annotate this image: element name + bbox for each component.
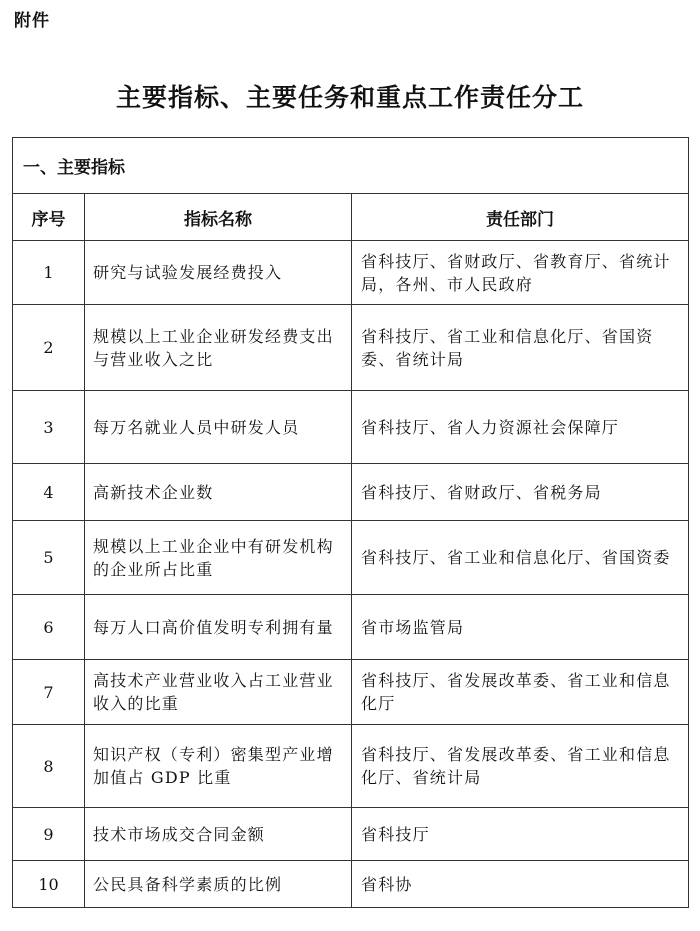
table-row — [13, 521, 689, 595]
table-row — [13, 305, 689, 391]
header-department: 责任部门 — [352, 194, 689, 241]
row-department: 省科技厅、省发展改革委、省工业和信息化厅 — [352, 660, 689, 725]
row-index: 2 — [13, 305, 85, 391]
table-row — [13, 808, 689, 861]
header-index: 序号 — [13, 194, 85, 241]
row-department: 省科技厅、省工业和信息化厅、省国资委 — [352, 521, 689, 595]
table-row — [13, 595, 689, 660]
row-index: 5 — [13, 521, 85, 595]
row-indicator: 技术市场成交合同金额 — [85, 808, 352, 861]
table-row — [13, 391, 689, 464]
header-indicator: 指标名称 — [85, 194, 352, 241]
section-row — [13, 138, 689, 194]
row-index: 6 — [13, 595, 85, 660]
row-department: 省科技厅 — [352, 808, 689, 861]
row-indicator: 知识产权（专利）密集型产业增加值占 GDP 比重 — [85, 725, 352, 808]
attachment-label: 附件 — [14, 11, 50, 31]
row-index: 1 — [13, 241, 85, 305]
row-indicator: 规模以上工业企业中有研发机构的企业所占比重 — [85, 521, 352, 595]
row-index: 9 — [13, 808, 85, 861]
row-index: 7 — [13, 660, 85, 725]
row-indicator: 研究与试验发展经费投入 — [85, 241, 352, 305]
table-row — [13, 241, 689, 305]
document-title: 主要指标、主要任务和重点工作责任分工 — [115, 83, 584, 112]
row-indicator: 高新技术企业数 — [85, 464, 352, 521]
row-index: 8 — [13, 725, 85, 808]
row-department: 省科技厅、省财政厅、省教育厅、省统计局，各州、市人民政府 — [352, 241, 689, 305]
responsibility-table — [12, 137, 689, 908]
row-indicator: 高技术产业营业收入占工业营业收入的比重 — [85, 660, 352, 725]
table-row — [13, 464, 689, 521]
table-row — [13, 725, 689, 808]
row-index: 10 — [13, 861, 85, 908]
row-department: 省科技厅、省发展改革委、省工业和信息化厅、省统计局 — [352, 725, 689, 808]
row-index: 4 — [13, 464, 85, 521]
row-index: 3 — [13, 391, 85, 464]
row-indicator: 公民具备科学素质的比例 — [85, 861, 352, 908]
row-indicator: 每万名就业人员中研发人员 — [85, 391, 352, 464]
table-row — [13, 660, 689, 725]
row-indicator: 规模以上工业企业研发经费支出与营业收入之比 — [85, 305, 352, 391]
row-department: 省科技厅、省人力资源社会保障厅 — [352, 391, 689, 464]
row-indicator: 每万人口高价值发明专利拥有量 — [85, 595, 352, 660]
header-row — [13, 194, 689, 241]
row-department: 省市场监管局 — [352, 595, 689, 660]
row-department: 省科技厅、省财政厅、省税务局 — [352, 464, 689, 521]
section-heading: 一、主要指标 — [13, 138, 689, 194]
row-department: 省科技厅、省工业和信息化厅、省国资委、省统计局 — [352, 305, 689, 391]
row-department: 省科协 — [352, 861, 689, 908]
table-row — [13, 861, 689, 908]
